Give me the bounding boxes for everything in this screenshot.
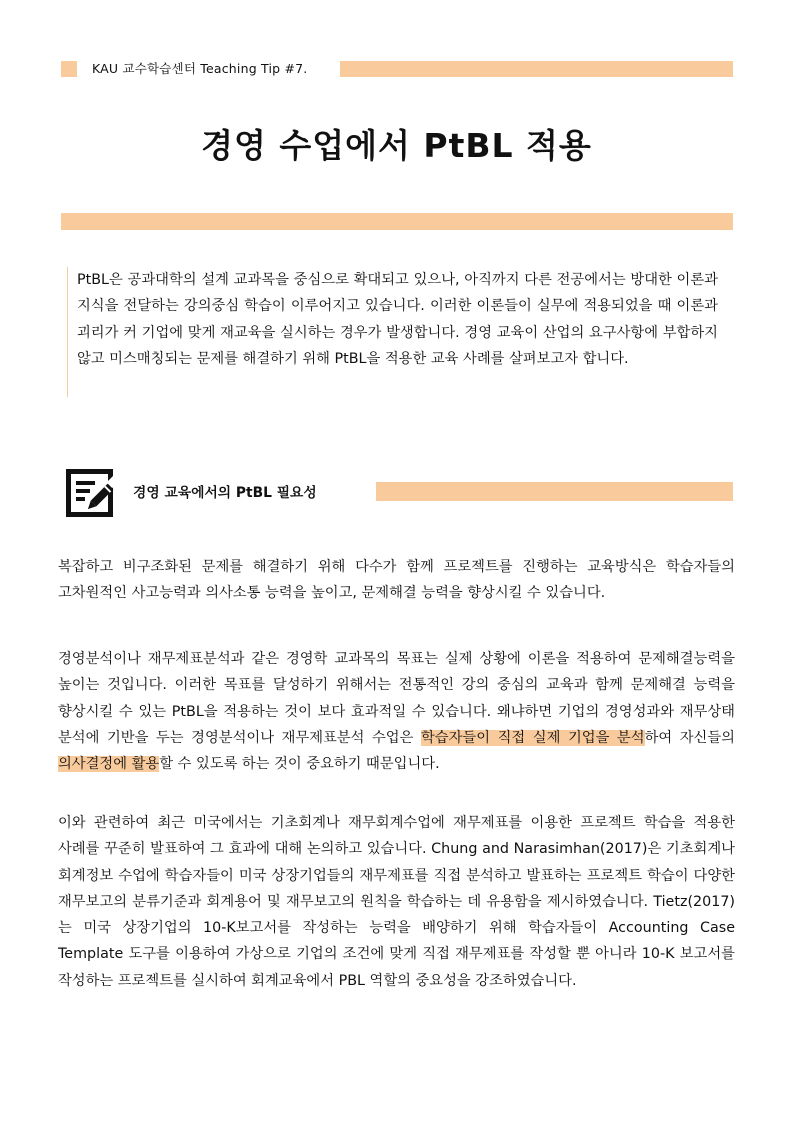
section-bar [376, 482, 733, 501]
header-bar [340, 61, 733, 77]
intro-text: PtBL은 공과대학의 설계 교과목을 중심으로 확대되고 있으나, 아직까지 다른 전공에서는 방대한 이론과 지식을 전달하는 강의중심 학습이 이루어지고 있습니다. 이러한 이론들이 실무에 적용되었을 때 이론과 괴리가 커 기업에 맞게 재교육을 실시하는 경우가 발생합니다. 경영 교육이 산업의 요구사항에 부합하지 않고 미스매칭되는 문제를 해결하기 위해 PtBL을 적용한 교육 사례를 살펴보고자 합니다. [77, 272, 718, 367]
p2-text-2: 하여 자신들의 [644, 729, 735, 746]
highlight-decision-making: 의사결정에 활용 [58, 756, 160, 773]
intro-box [67, 267, 718, 397]
title-divider-bar [61, 213, 733, 230]
edit-note-icon [66, 469, 118, 517]
header-label: KAU 교수학습센터 Teaching Tip #7. [92, 61, 308, 76]
p2-text-3: 할 수 있도록 하는 것이 중요하기 때문입니다. [159, 756, 440, 773]
body-paragraph-1: 복잡하고 비구조화된 문제를 해결하기 위해 다수가 함께 프로젝트를 진행하는 교육방식은 학습자들의 고차원적인 사고능력과 의사소통 능력을 높이고, 문제해결 능력을 향상시킬 수 있습니다. [58, 559, 735, 602]
body-paragraph-3: 이와 관련하여 최근 미국에서는 기초회계나 재무회계수업에 재무제표를 이용한 프로젝트 학습을 적용한 사례를 꾸준히 발표하여 그 효과에 대해 논의하고 있습니다. Chung and Narasimhan(2017)은 기초회계나 회계정보 수업에 학습자들이 미국 상장기업들의 재무제표를 직접 분석하고 발표하는 프로젝트 학습이 다양한 재무보고의 분류기준과 회계용어 및 재무보고의 원칙을 학습하는 데 유용함을 제시하였습니다. Tietz(2017)는 미국 상장기업의 10-K보고서를 작성하는 능력을 배양하기 위해 학습자들이 Accounting Case Template 도구를 이용하여 가상으로 기업의 조건에 맞게 직접 재무제표를 작성할 뿐 아니라 10-K 보고서를 작성하는 프로젝트를 실시하여 회계교육에서 PBL 역할의 중요성을 강조하였습니다. [58, 815, 735, 989]
header-tab-marker [61, 61, 77, 77]
p2-text-1: 경영분석이나 재무제표분석과 같은 경영학 교과목의 목표는 실제 상황에 이론을 적용하여 문제해결능력을 높이는 것입니다. 이러한 목표를 달성하기 위해서는 전통적인 강의 중심의 교육과 함께 문제해결 능력을 향상시킬 수 있는 PtBL을 적용하는 것이 보다 효과적일 수 있습니다. 왜냐하면 기업의 경영성과와 재무상태 분석에 기반을 두는 경영분석이나 재무제표분석 수업은 [58, 651, 735, 746]
body-paragraph-2 [58, 646, 735, 777]
page-title: 경영 수업에서 PtBL 적용 [201, 126, 592, 165]
section-title: 경영 교육에서의 PtBL 필요성 [133, 485, 317, 501]
highlight-analyze-company: 학습자들이 직접 실제 기업을 분석 [420, 729, 645, 746]
